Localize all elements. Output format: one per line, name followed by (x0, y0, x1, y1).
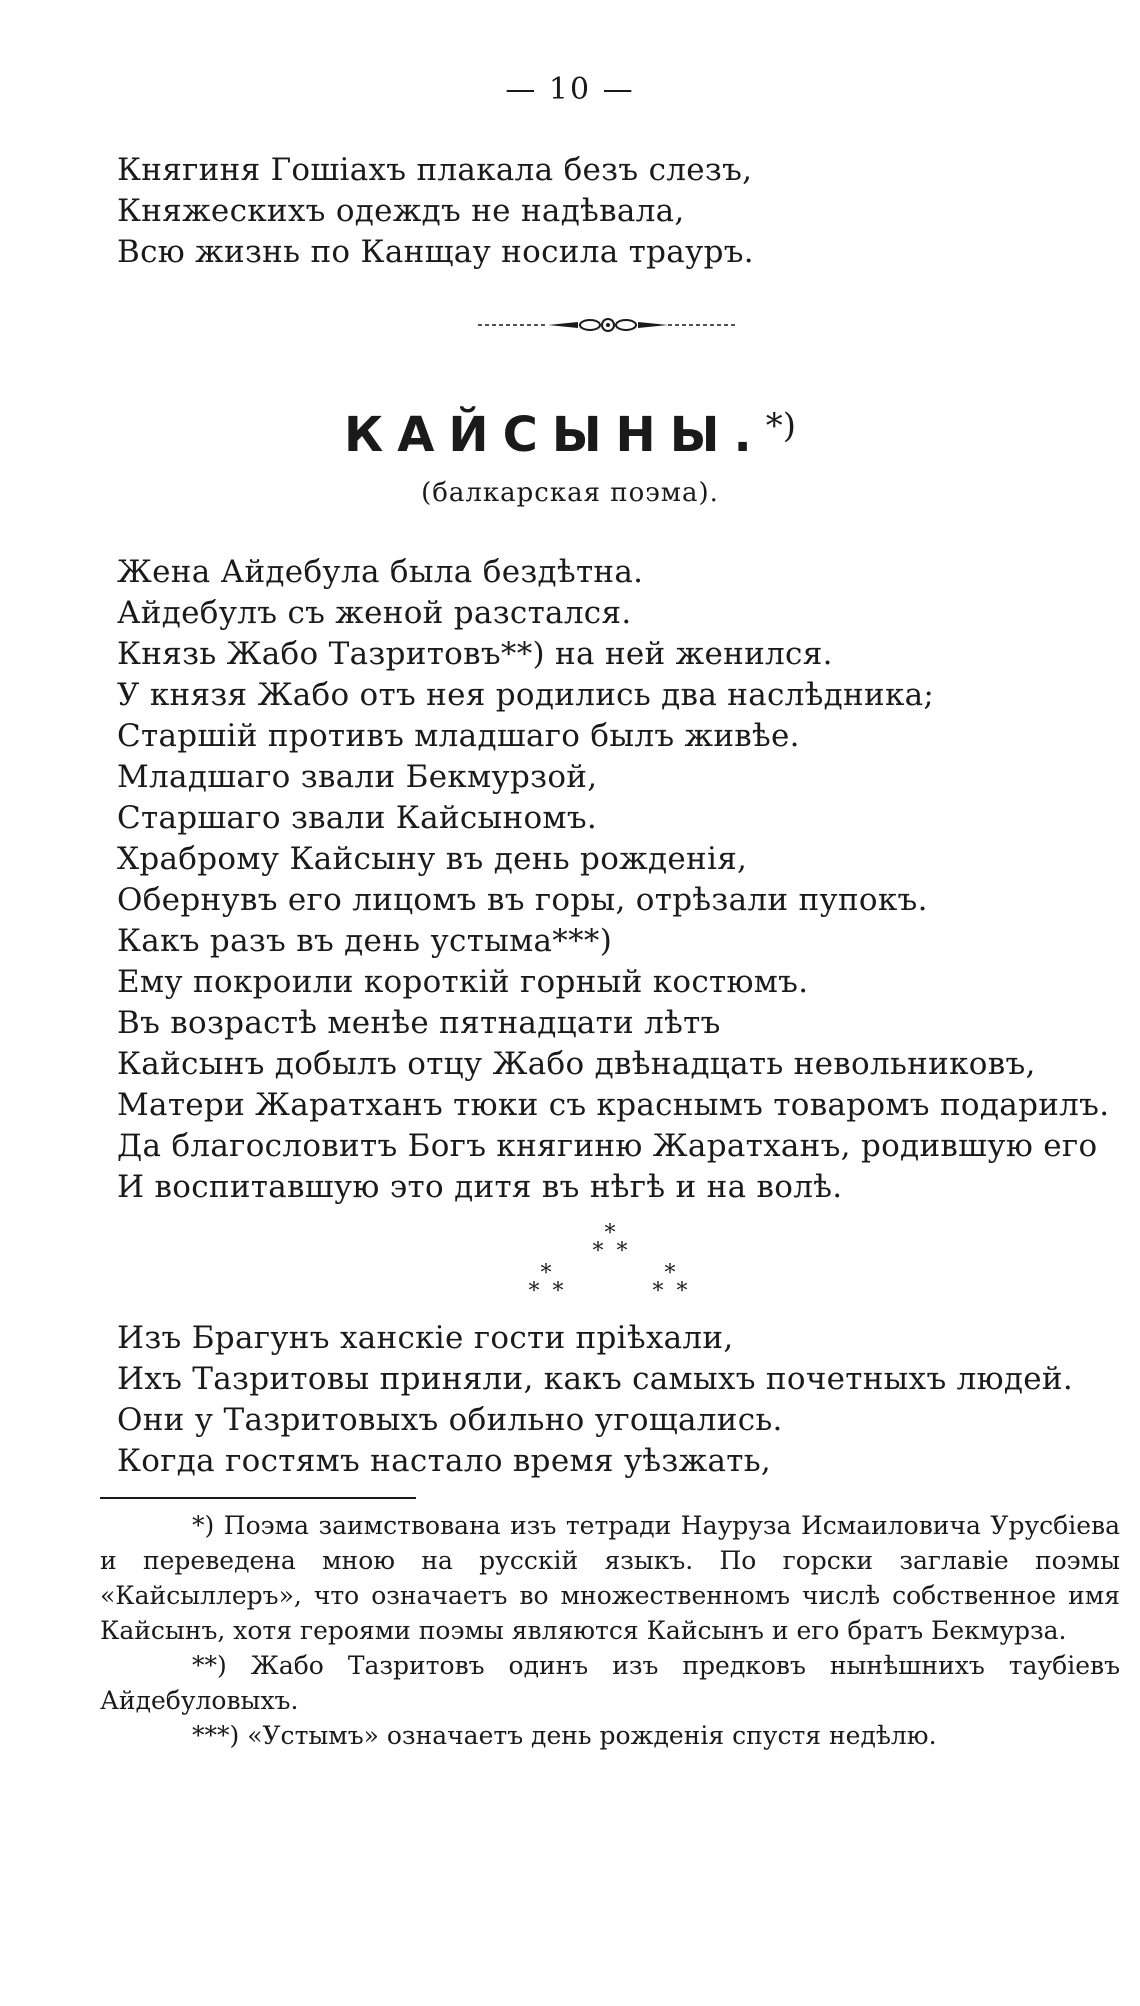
verse-line: Кайсынъ добылъ отцу Жабо двѣнадцать невольниковъ, (117, 1046, 1036, 1082)
ornament-divider (478, 312, 738, 338)
star-glyph: * (540, 1261, 552, 1286)
poem-subtitle: (балкарская поэма). (421, 478, 719, 508)
main-verse (117, 552, 1109, 1208)
top-verse (117, 150, 754, 273)
verse-line: Ихъ Тазритовы приняли, какъ самыхъ почетныхъ людей. (117, 1361, 1074, 1397)
verse-line: У князя Жабо отъ нея родились два наслѣдника; (117, 677, 935, 713)
verse-line: Они у Тазритовыхъ обильно угощались. (117, 1402, 783, 1438)
asterism-separator (520, 1222, 700, 1302)
footnote: *) Поэма заимствована изъ тетради Науруза Исмаиловича Урусбіева и переведена мною на русскій языкъ. По горски заглавіе поэмы «Кайсыллеръ», что означаетъ во множественномъ числѣ собственное имя Кайсынъ, хотя героями поэмы являются Кайсынъ и его братъ Бекмурза. (100, 1511, 1120, 1645)
footnote: ***) «Устымъ» означаетъ день рожденія спустя недѣлю. (192, 1721, 937, 1750)
verse-line: И воспитавшую это дитя въ нѣгѣ и на волѣ. (117, 1169, 843, 1205)
verse-line: Изъ Брагунъ ханскіе гости пріѣхали, (117, 1320, 734, 1356)
title-footnote-mark: *) (765, 406, 796, 446)
verse-line: Обернувъ его лицомъ въ горы, отрѣзали пупокъ. (117, 882, 928, 918)
poem-title-text: КАЙСЫНЫ. (344, 407, 766, 463)
verse-line: Старшій противъ младшаго былъ живѣе. (117, 718, 800, 754)
star-glyph: * (652, 1279, 664, 1302)
verse-line: Матери Жаратханъ тюки съ краснымъ товаромъ подарилъ. (117, 1087, 1110, 1123)
verse-line: Когда гостямъ настало время уѣзжать, (117, 1443, 772, 1479)
verse-line: Младшаго звали Бекмурзой, (117, 759, 598, 795)
star-glyph: * (676, 1279, 688, 1302)
footnote-rule (100, 1497, 416, 1499)
verse-line: Храброму Кайсыну въ день рожденія, (117, 841, 748, 877)
verse-line: Княжескихъ одеждъ не надѣвала, (117, 193, 685, 229)
verse-line: Айдебулъ съ женой разстался. (117, 595, 632, 631)
star-glyph: * (528, 1279, 540, 1302)
footnotes (100, 1508, 1120, 1753)
star-glyph: * (604, 1222, 616, 1246)
star-glyph: * (664, 1261, 676, 1286)
star-glyph: * (616, 1239, 628, 1264)
verse-line: Князь Жабо Тазритовъ**) на ней женился. (117, 636, 833, 672)
verse-line: Старшаго звали Кайсыномъ. (117, 800, 597, 836)
verse-line: Въ возрастѣ менѣе пятнадцати лѣтъ (117, 1005, 721, 1041)
verse-line: Да благословитъ Богъ княгиню Жаратханъ, родившую его (117, 1128, 1098, 1164)
verse-line: Жена Айдебула была бездѣтна. (117, 554, 644, 590)
verse-line: Какъ разъ въ день устыма***) (117, 923, 613, 959)
footnote: **) Жабо Тазритовъ одинъ изъ предковъ нынѣшнихъ таубіевъ Айдебуловыхъ. (100, 1651, 1120, 1715)
star-glyph: * (592, 1239, 604, 1264)
poem-title (0, 406, 1140, 463)
bottom-verse (117, 1318, 1073, 1482)
page-number: — 10 — (505, 72, 635, 107)
verse-line: Княгиня Гошіахъ плакала безъ слезъ, (117, 152, 753, 188)
star-glyph: * (552, 1279, 564, 1302)
verse-line: Всю жизнь по Канщау носила трауръ. (117, 234, 754, 270)
verse-line: Ему покроили короткій горный костюмъ. (117, 964, 809, 1000)
